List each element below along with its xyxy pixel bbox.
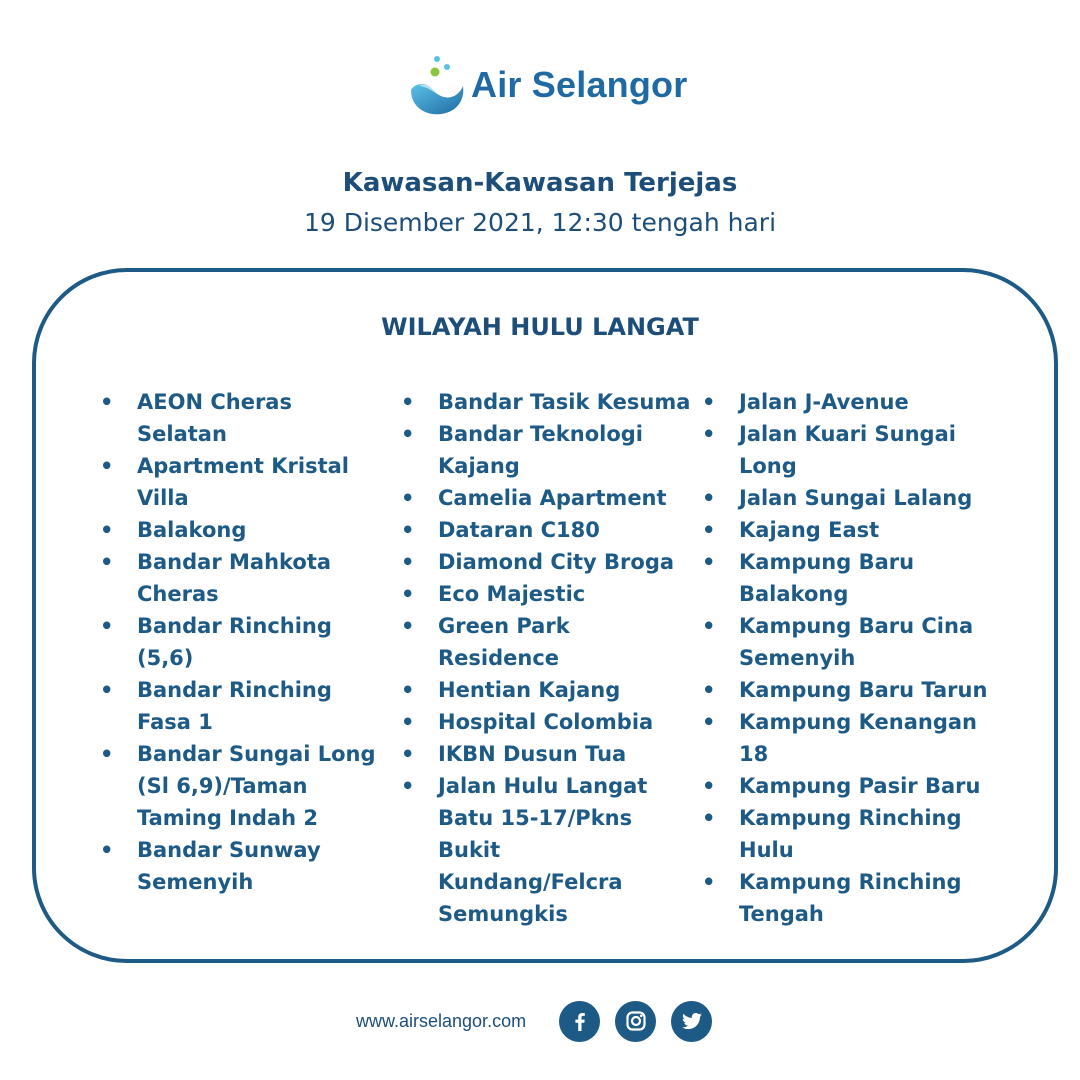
region-title: WILAYAH HULU LANGAT bbox=[381, 313, 699, 341]
list-item: • Kampung Baru Balakong bbox=[702, 546, 992, 610]
list-item: • Hentian Kajang bbox=[401, 674, 691, 706]
brand-logo bbox=[405, 52, 687, 118]
list-item: • Eco Majestic bbox=[401, 578, 691, 610]
list-item: • Kampung Rinching Hulu bbox=[702, 802, 992, 866]
list-item: • Balakong bbox=[100, 514, 385, 546]
instagram-icon bbox=[624, 1009, 648, 1033]
list-item: • Kampung Rinching Tengah bbox=[702, 866, 992, 930]
area-list-column-3 bbox=[702, 386, 992, 930]
twitter-button[interactable] bbox=[671, 1001, 712, 1042]
area-list-column-2 bbox=[401, 386, 691, 930]
facebook-button[interactable] bbox=[559, 1001, 600, 1042]
list-item: • Dataran C180 bbox=[401, 514, 691, 546]
area-list-column-1 bbox=[100, 386, 385, 898]
list-item: • Kajang East bbox=[702, 514, 992, 546]
page-title: Kawasan-Kawasan Terjejas bbox=[342, 168, 738, 198]
list-item: • Kampung Kenangan 18 bbox=[702, 706, 992, 770]
list-item: • Bandar Mahkota Cheras bbox=[100, 546, 385, 610]
list-item: • Camelia Apartment bbox=[401, 482, 691, 514]
list-item: • Bandar Rinching Fasa 1 bbox=[100, 674, 385, 738]
footer bbox=[356, 998, 712, 1044]
list-item: • Jalan Kuari Sungai Long bbox=[702, 418, 992, 482]
air-selangor-logo-icon bbox=[405, 52, 469, 118]
list-item: • Kampung Baru Cina Semenyih bbox=[702, 610, 992, 674]
list-item: • AEON Cheras Selatan bbox=[100, 386, 385, 450]
brand-name: Air Selangor bbox=[471, 64, 688, 105]
list-item: • IKBN Dusun Tua bbox=[401, 738, 691, 770]
list-item: • Apartment Kristal Villa bbox=[100, 450, 385, 514]
list-item: • Bandar Sunway Semenyih bbox=[100, 834, 385, 898]
list-item: • Kampung Baru Tarun bbox=[702, 674, 992, 706]
list-item: • Bandar Rinching (5,6) bbox=[100, 610, 385, 674]
list-item: • Bandar Teknologi Kajang bbox=[401, 418, 691, 482]
list-item: • Hospital Colombia bbox=[401, 706, 691, 738]
website-link[interactable]: www.airselangor.com bbox=[356, 1010, 527, 1031]
list-item: • Jalan Hulu Langat Batu 15-17/Pkns Bukit Kundang/Felcra Semungkis bbox=[401, 770, 691, 930]
list-item: • Jalan Sungai Lalang bbox=[702, 482, 992, 514]
page-subtitle: 19 Disember 2021, 12:30 tengah hari bbox=[303, 208, 777, 237]
list-item: • Bandar Tasik Kesuma bbox=[401, 386, 691, 418]
twitter-icon bbox=[680, 1009, 704, 1033]
list-item: • Bandar Sungai Long (Sl 6,9)/Taman Taming Indah 2 bbox=[100, 738, 385, 834]
list-item: • Kampung Pasir Baru bbox=[702, 770, 992, 802]
list-item: • Diamond City Broga bbox=[401, 546, 691, 578]
list-item: • Jalan J-Avenue bbox=[702, 386, 992, 418]
facebook-icon bbox=[568, 1009, 592, 1033]
list-item: • Green Park Residence bbox=[401, 610, 691, 674]
instagram-button[interactable] bbox=[615, 1001, 656, 1042]
